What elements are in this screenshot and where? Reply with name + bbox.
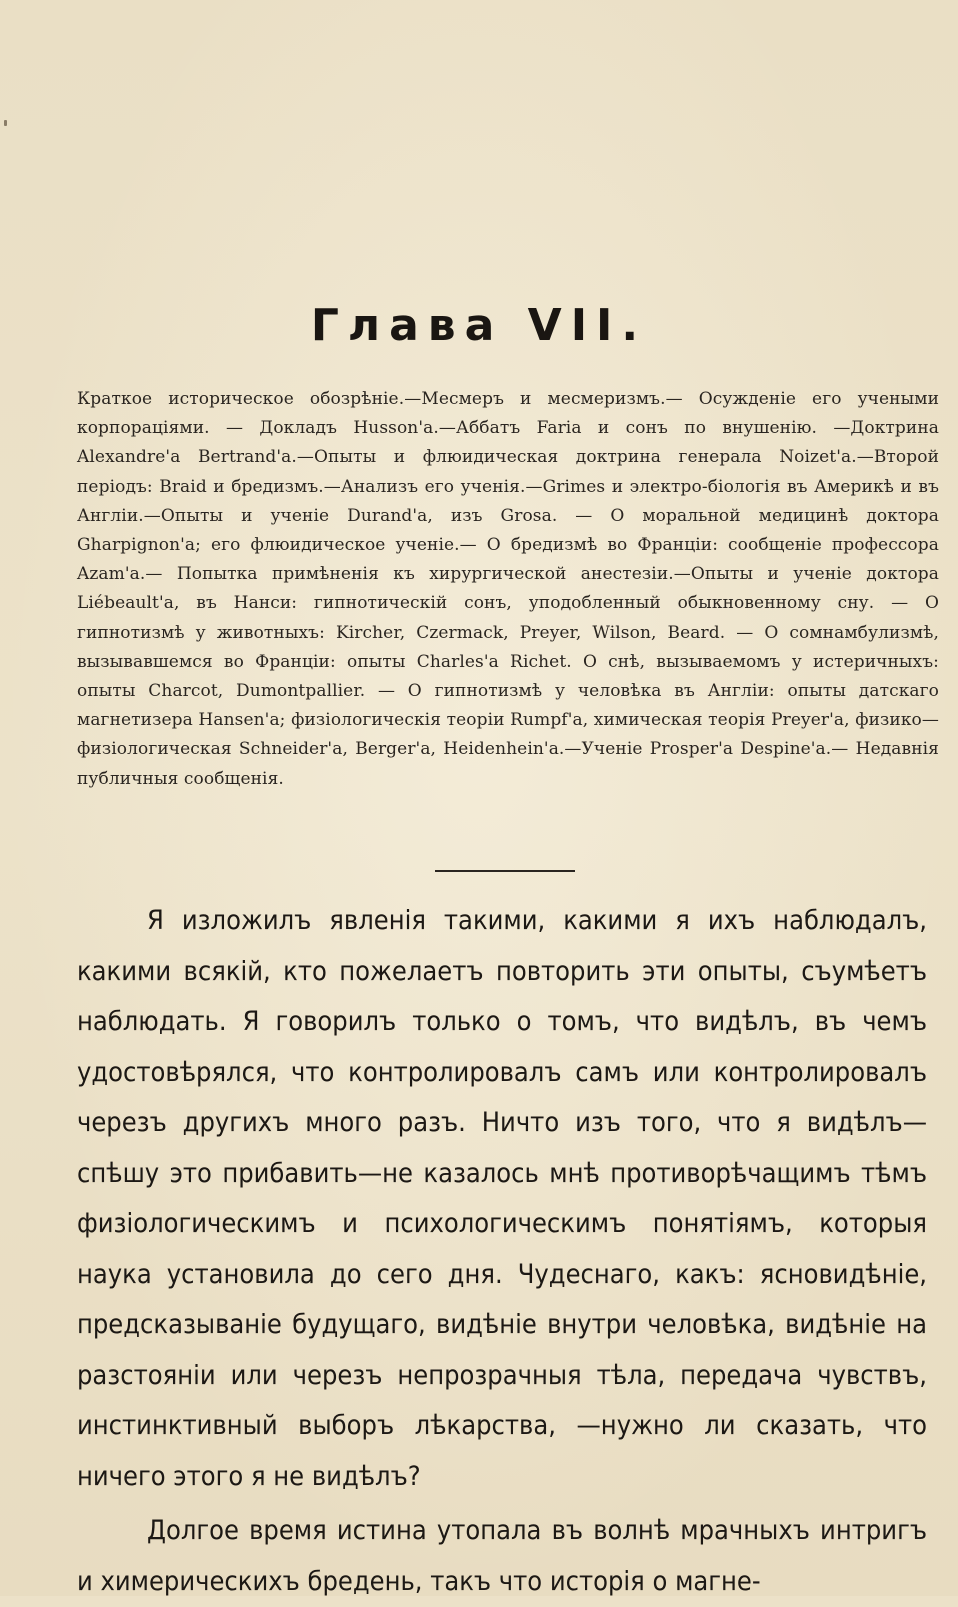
chapter-summary bbox=[77, 385, 939, 794]
margin-speck bbox=[4, 120, 7, 126]
section-divider bbox=[435, 870, 575, 872]
chapter-title: Глава VII. bbox=[310, 300, 648, 351]
body-paragraph-1: Я изложилъ явленія такими, какими я ихъ наблюдалъ, какими всякій, кто пожелаетъ повторить эти опыты, съумѣетъ наблюдать. Я говорилъ только о томъ, что видѣлъ, въ чемъ удостовѣрялся, что контролировалъ самъ или контролировалъ черезъ другихъ много разъ. Ничто изъ того, что я видѣлъ—спѣшу это прибавить—не казалось мнѣ противорѣчащимъ тѣмъ физіологическимъ и психологическимъ понятіямъ, которыя наука установила до сего дня. Чудеснаго, какъ: ясновидѣніе, предсказываніе будущаго, видѣніе внутри человѣка, видѣніе на разстояніи или черезъ непрозрачныя тѣла, передача чувствъ, инстинктивный выборъ лѣкарства, —нужно ли сказать, что ничего этого я не видѣлъ? bbox=[77, 905, 927, 1492]
body-paragraph-2: Долгое время истина утопала въ волнѣ мрачныхъ интригъ и химерическихъ бредень, такъ что исторія о магне- bbox=[77, 1515, 927, 1597]
body-text bbox=[77, 896, 927, 1607]
chapter-summary-text: Краткое историческое обозрѣніе.—Месмеръ и месмеризмъ.— Осужденіе его учеными корпораціями. — Докладъ Husson'а.—Аббатъ Faria и сонъ по внушенію. —Доктрина Alexandre'а Bertrand'а.—Опыты и флюидическая доктрина генерала Noizet'а.—Второй періодъ: Braid и бредизмъ.—Анализъ его ученія.—Grimes и электро-біологія въ Америкѣ и въ Англіи.—Опыты и ученіе Durand'а, изъ Grosa. — О моральной медицинѣ доктора Gharpignon'а; его флюидическое ученіе.— О бредизмѣ во Франціи: сообщеніе профессора Azam'а.— Попытка примѣненія къ хирургической анестезіи.—Опыты и ученіе доктора Liébeault'а, въ Нанси: гипнотическій сонъ, уподобленный обыкновенному сну. — О гипнотизмѣ у животныхъ: Kircher, Czermack, Preyer, Wilson, Beard. — О сомнамбулизмѣ, вызывавшемся во Франціи: опыты Charles'а Richet. О снѣ, вызываемомъ у истеричныхъ: опыты Charcot, Dumontpallier. — О гипнотизмѣ у человѣка въ Англіи: опыты датскаго магнетизера Hansen'а; физіологическія теоріи Rumpf'а, химическая теорія Preyer'а, физико—физіологическая Schneider'а, Berger'а, Heidenhein'а.—Ученіе Prosper'а Despine'а.— Недавнія публичныя сообщенія. bbox=[77, 389, 939, 789]
